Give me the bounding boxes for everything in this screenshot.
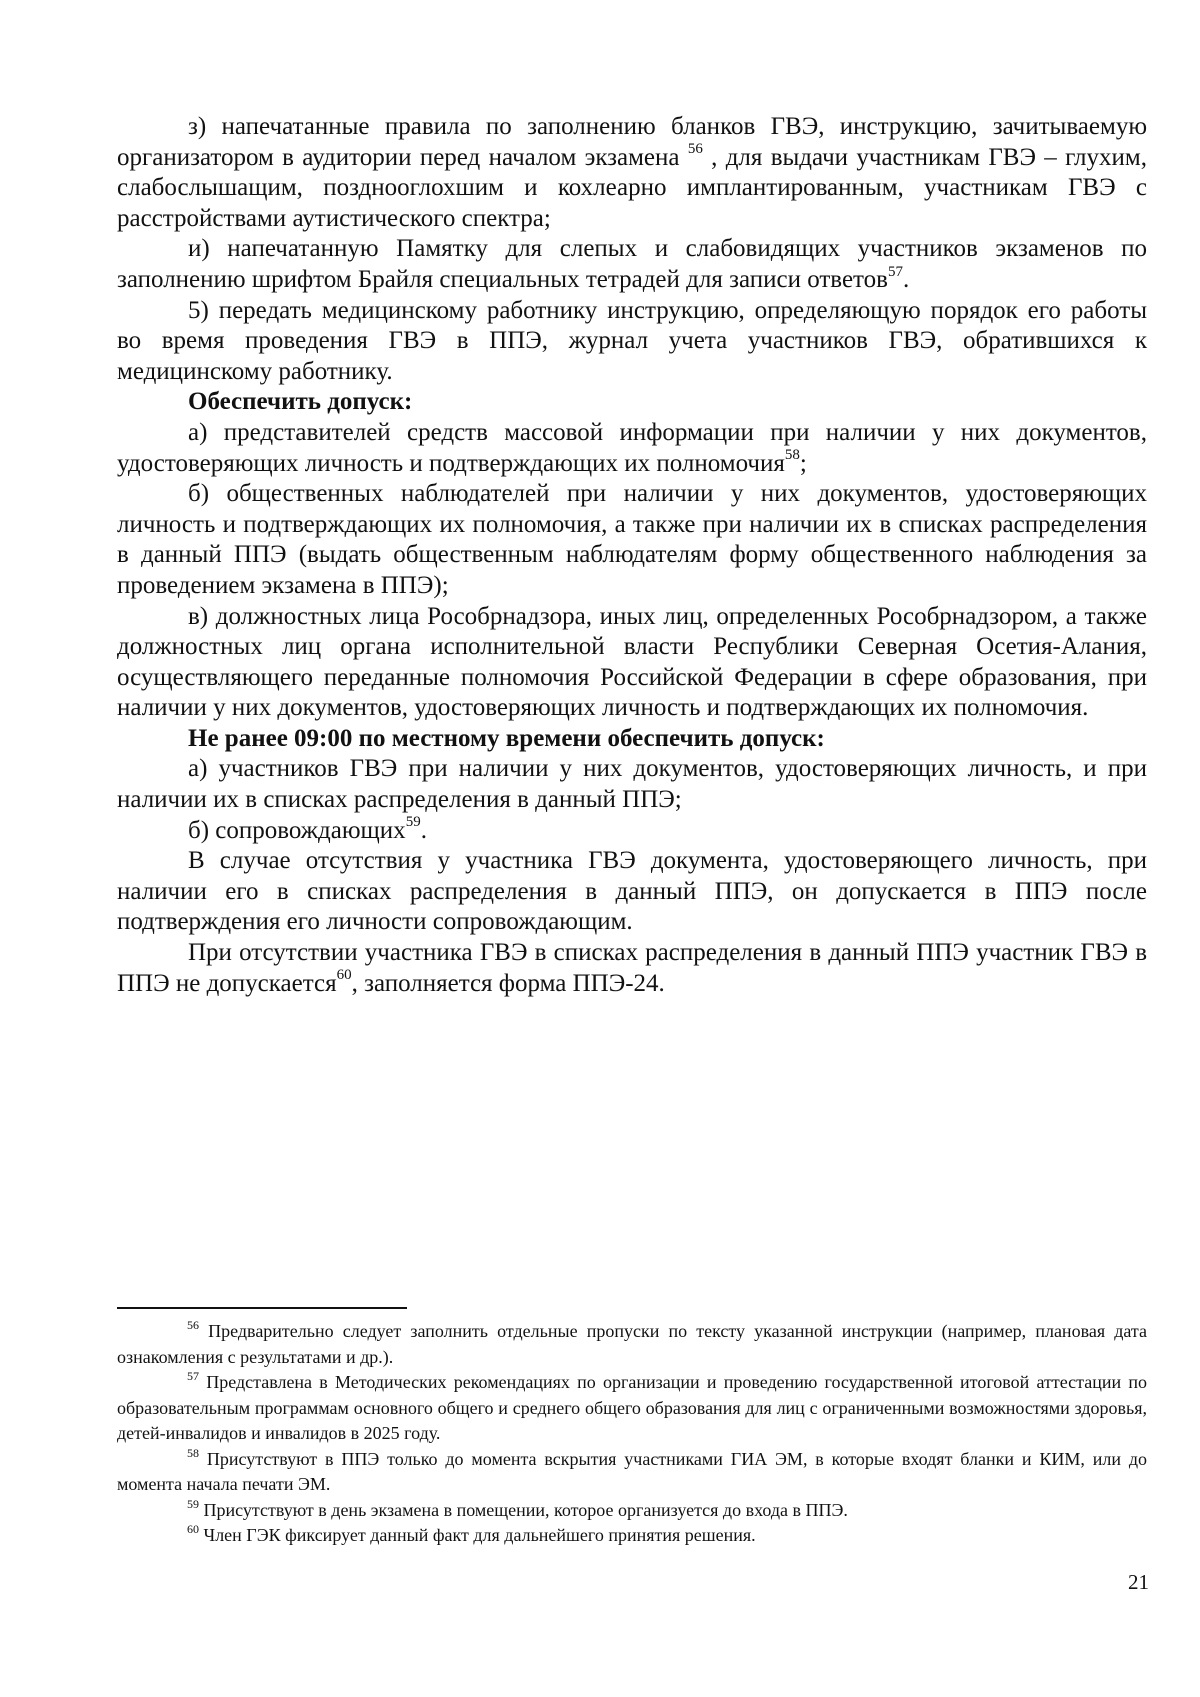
footnote-ref-58[interactable]: 58 — [784, 447, 800, 464]
footnote — [117, 1498, 1147, 1524]
footnote-text: Присутствуют в день экзамена в помещении, которое организуется до входа в ППЭ. — [199, 1499, 848, 1520]
footnote-ref-56[interactable]: 56 — [687, 141, 703, 158]
footnote-number: 59 — [187, 1496, 199, 1511]
footnote-text: Представлена в Методических рекомендациях по организации и проведению государственной итоговой аттестации по образовательным программам основного общего и среднего общего образования для лиц с ограниченными возможностями здоровья, детей-инвалидов и инвалидов в 2025 году. — [117, 1372, 1147, 1443]
main-text — [117, 112, 1147, 999]
paragraph-text-tail: . — [420, 816, 427, 844]
footnote-ref-59[interactable]: 59 — [405, 814, 421, 831]
footnotes — [117, 1319, 1147, 1549]
footnote-number: 58 — [187, 1445, 199, 1460]
section-heading: Не ранее 09:00 по местному времени обеспечить допуск: — [188, 724, 825, 752]
footnote — [117, 1370, 1147, 1447]
page-number: 21 — [1128, 1570, 1149, 1594]
paragraph — [117, 234, 1147, 295]
paragraph — [117, 418, 1147, 479]
footnote-number: 56 — [187, 1318, 199, 1332]
paragraph — [117, 938, 1147, 999]
footnote — [117, 1523, 1147, 1549]
paragraph: б) общественных наблюдателей при наличии у них документов, удостоверяющих личность и подтверждающих их полномочия, а также при наличии их в списках распределения в данный ППЭ (выдать общественным наблюдателям форму общественного наблюдения за проведением экзамена в ППЭ); — [117, 480, 1147, 599]
paragraph-text: и) напечатанную Памятку для слепых и слабовидящих участников экзаменов по заполнению шрифтом Брайля специальных тетрадей для записи ответов — [117, 235, 1147, 293]
paragraph-text-tail: , для выдачи участникам ГВЭ – глухим, слабослышащим, позднооглохшим и кохлеарно имплантированным, участникам ГВЭ с расстройствами аутистического спектра; — [117, 143, 1147, 232]
paragraph: 5) передать медицинскому работнику инструкцию, определяющую порядок его работы во время проведения ГВЭ в ППЭ, журнал учета участников ГВЭ, обратившихся к медицинскому работнику. — [117, 296, 1147, 385]
paragraph-text-tail: . — [902, 265, 910, 293]
paragraph: а) участников ГВЭ при наличии у них документов, удостоверяющих личность, и при наличии их в списках распределения в данный ППЭ; — [117, 755, 1147, 814]
paragraph: В случае отсутствия у участника ГВЭ документа, удостоверяющего личность, при наличии его в списках распределения в данный ППЭ, он допускается в ППЭ после подтверждения его личности сопровождающим. — [117, 847, 1147, 936]
footnote-text: Член ГЭК фиксирует данный факт для дальнейшего принятия решения. — [199, 1525, 756, 1545]
footnote-number: 60 — [187, 1522, 199, 1536]
footnote — [117, 1319, 1147, 1370]
footnote — [117, 1447, 1147, 1498]
paragraph-text: При отсутствии участника ГВЭ в списках распределения в данный ППЭ участник ГВЭ в ППЭ не допускается — [117, 939, 1147, 997]
paragraph-text-tail: , заполняется форма ППЭ-24. — [351, 969, 665, 997]
paragraph — [117, 816, 1147, 847]
paragraph-text: з) напечатанные правила по заполнению бланков ГВЭ, инструкцию, зачитываемую организатором в аудитории перед началом экзамена — [117, 113, 1147, 171]
footnote-text: Присутствуют в ППЭ только до момента вскрытия участниками ГИА ЭМ, в которые входят бланки и КИМ, или до момента начала печати ЭМ. — [117, 1448, 1147, 1494]
footnote-ref-60[interactable]: 60 — [336, 967, 352, 984]
paragraph — [117, 112, 1147, 234]
footnote-number: 57 — [187, 1369, 199, 1383]
section-heading: Обеспечить допуск: — [188, 388, 413, 416]
paragraph-text: б) сопровождающих — [188, 816, 406, 844]
paragraph-text-tail: ; — [799, 449, 807, 477]
footnote-separator — [117, 1307, 407, 1309]
paragraph-text: а) представителей средств массовой информации при наличии у них документов, удостоверяющих личность и подтверждающих их полномочия — [117, 418, 1147, 477]
footnote-text: Предварительно следует заполнить отдельные пропуски по тексту указанной инструкции (например, плановая дата ознакомления с результатами и др.). — [117, 1321, 1147, 1367]
footnote-ref-57[interactable]: 57 — [887, 263, 903, 280]
paragraph: в) должностных лица Рособрнадзора, иных лиц, определенных Рособрнадзором, а также должностных лиц органа исполнительной власти Республики Северная Осетия-Алания, осуществляющего переданные полномочия Российской Федерации в сфере образования, при наличии у них документов, удостоверяющих личность и подтверждающих их полномочия. — [117, 602, 1147, 722]
